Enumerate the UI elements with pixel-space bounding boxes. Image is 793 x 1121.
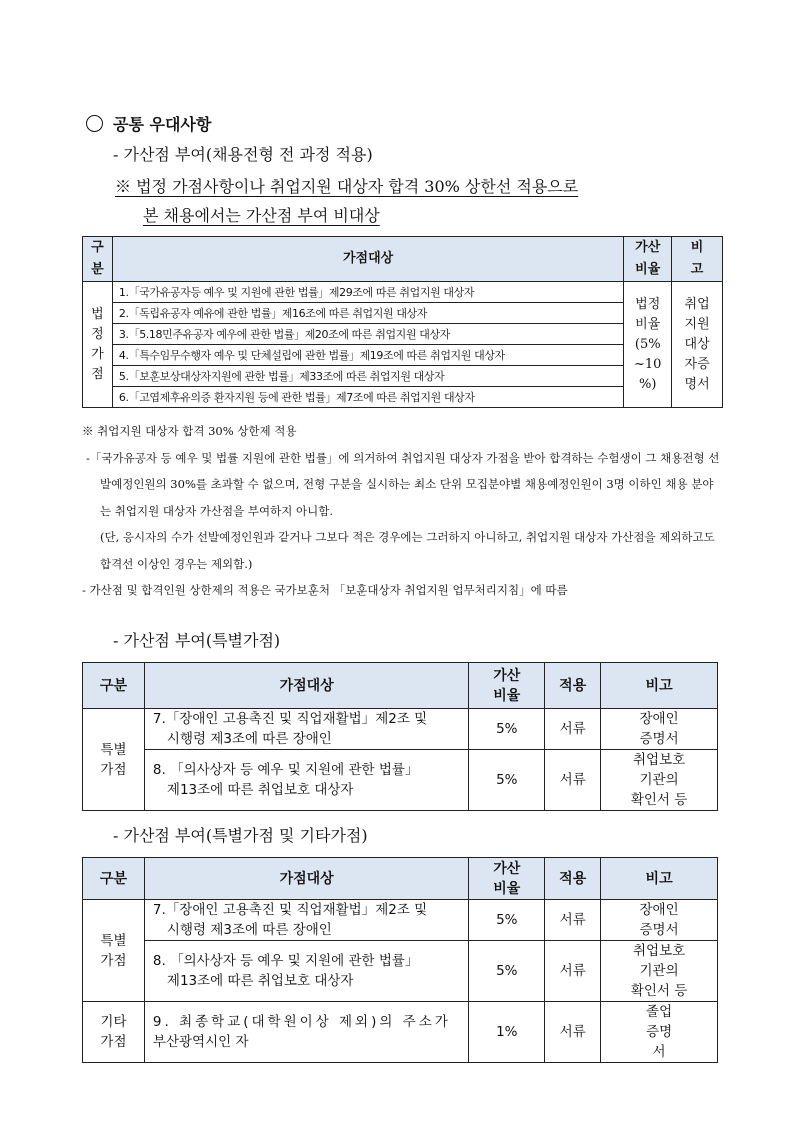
- apply-cell: 서류: [545, 709, 601, 750]
- header-target: 가점대상: [112, 237, 623, 282]
- special-bonus-table: [82, 662, 718, 811]
- header-target: 가점대상: [144, 858, 468, 900]
- rate-cell: 1%: [469, 1002, 545, 1063]
- division-cell-other: 기타 가점: [83, 1002, 145, 1063]
- section2-title: - 가산점 부여(특별가점): [113, 631, 281, 650]
- rate-cell: 법정 비율 (5% ~10 %): [624, 282, 672, 408]
- header-division: 구분: [83, 858, 145, 900]
- circle-bullet-icon: [86, 115, 103, 132]
- heading-text: 공통 우대사항: [113, 115, 212, 134]
- header-rate: 가산 비율: [469, 858, 545, 900]
- rate-cell: 5%: [469, 900, 545, 941]
- table-row: 3.「5.18민주유공자 예우에 관한 법률」제20조에 따른 취업지원 대상자: [112, 324, 623, 345]
- legal-bonus-table: [82, 236, 723, 408]
- table-row: 9. 최종학교(대학원이상 제외)의 주소가 부산광역시인 자: [144, 1002, 468, 1063]
- table-row: 8. 「의사상자 등 예우 및 지원에 관한 법률」 제13조에 따른 취업보호 대상자: [144, 750, 468, 811]
- apply-cell: 서류: [545, 941, 601, 1002]
- header-apply: 적용: [545, 858, 601, 900]
- table-row: 7.「장애인 고용촉진 및 직업재활법」제2조 및 시행령 제3조에 따른 장애인: [144, 709, 468, 750]
- remark-cell: 취업 지원 대상 자증 명서: [672, 282, 723, 408]
- header-remark: 비고: [601, 663, 718, 709]
- note-2: -「국가유공자 등 예우 및 법률 지원에 관한 법률」에 의거하여 취업지원 대상자 가점을 받아 합격하는 수험생이 그 채용전형 선발예정인원의 30%를 초과할 수 없으며, 전형 구분을 실시하는 최소 단위 모집분야별 채용예정인원이 3명 이하인 채용 분야는 취업지원 대상자 가산점을 부여하지 아니함.: [86, 450, 720, 518]
- apply-cell: 서류: [545, 900, 601, 941]
- table-row: 1.「국가유공자등 예우 및 지원에 관한 법률」제29조에 따른 취업지원 대상자: [112, 282, 623, 303]
- special-other-bonus-table: [82, 857, 718, 1063]
- table-row: 2.「독립유공자 예유에 관한 법률」제16조에 따른 취업지원 대상자: [112, 303, 623, 324]
- table-row: 4.「특수임무수행자 예우 및 단체설립에 관한 법률」제19조에 따른 취업지원 대상자: [112, 345, 623, 366]
- table-row: 6.「고엽제후유의증 환자지원 등에 관한 법률」제7조에 따른 취업지원 대상자: [112, 387, 623, 408]
- rate-cell: 5%: [469, 941, 545, 1002]
- apply-cell: 서류: [545, 1002, 601, 1063]
- notice-line-2: 본 채용에서는 가산점 부여 비대상: [143, 206, 380, 225]
- header-remark: 비고: [601, 858, 718, 900]
- division-cell: 특별 가점: [83, 709, 145, 811]
- header-rate: 가산 비율: [624, 237, 672, 282]
- note-4: - 가산점 및 합격인원 상한제의 적용은 국가보훈처 「보훈대상자 취업지원 업무처리지침」에 따름: [82, 583, 568, 597]
- notice-line-1: ※ 법정 가점사항이나 취업지원 대상자 합격 30% 상한선 적용으로: [115, 177, 579, 196]
- section1-title: - 가산점 부여(채용전형 전 과정 적용): [113, 145, 373, 164]
- note-1: ※ 취업지원 대상자 합격 30% 상한제 적용: [82, 424, 297, 438]
- remark-cell: 장애인 증명서: [601, 709, 718, 750]
- note-3: (단, 응시자의 수가 선발예정인원과 같거나 그보다 적은 경우에는 그러하지 아니하고, 취업지원 대상자 가산점을 제외하고도 합격선 이상인 경우는 제외함.): [100, 530, 715, 571]
- header-apply: 적용: [545, 663, 601, 709]
- division-cell: 법 정 가 점: [83, 282, 113, 408]
- header-division: 구분: [83, 663, 145, 709]
- notes-block: [82, 418, 722, 604]
- header-division: 구 분: [83, 237, 113, 282]
- remark-cell: 취업보호 기관의 확인서 등: [601, 941, 718, 1002]
- remark-cell: 장애인 증명서: [601, 900, 718, 941]
- header-rate: 가산 비율: [469, 663, 545, 709]
- remark-cell: 취업보호 기관의 확인서 등: [601, 750, 718, 811]
- division-cell: 특별 가점: [83, 900, 145, 1002]
- notice-block: [115, 172, 715, 230]
- table-row: 7.「장애인 고용촉진 및 직업재활법」제2조 및 시행령 제3조에 따른 장애인: [144, 900, 468, 941]
- header-target: 가점대상: [144, 663, 468, 709]
- rate-cell: 5%: [469, 709, 545, 750]
- table-row: 8. 「의사상자 등 예우 및 지원에 관한 법률」 제13조에 따른 취업보호 대상자: [144, 941, 468, 1002]
- apply-cell: 서류: [545, 750, 601, 811]
- remark-cell: 졸업 증명 서: [601, 1002, 718, 1063]
- header-remark: 비 고: [672, 237, 723, 282]
- table-row: 5.「보훈보상대상자지원에 관한 법률」제33조에 따른 취업지원 대상자: [112, 366, 623, 387]
- rate-cell: 5%: [469, 750, 545, 811]
- section3-title: - 가산점 부여(특별가점 및 기타가점): [113, 826, 368, 845]
- section-heading: [86, 112, 211, 135]
